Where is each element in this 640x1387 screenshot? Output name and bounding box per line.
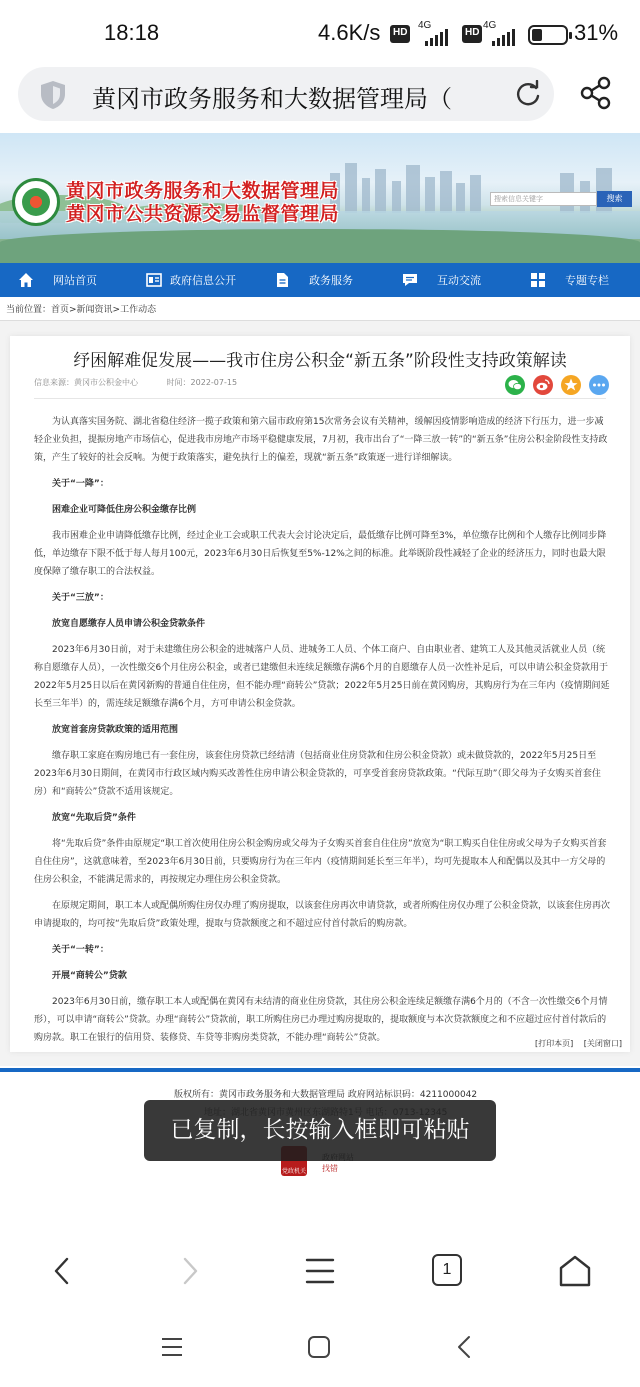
nav-item-gov-service[interactable] [256, 263, 384, 297]
grid-icon [530, 272, 546, 288]
article-subheading: 开展“商转公”贷款 [52, 971, 127, 981]
nav-item-home[interactable] [0, 263, 128, 297]
hd-badge-1: HD [390, 25, 410, 43]
menu-icon[interactable] [304, 1256, 336, 1286]
article-subheading: 关于“一转”： [52, 945, 109, 955]
qzone-share-icon[interactable] [561, 375, 581, 395]
address-bar[interactable] [18, 67, 554, 121]
weibo-share-icon[interactable] [533, 375, 553, 395]
article-paragraph: 为认真落实国务院、湖北省稳住经济一揽子政策和第六届市政府第15次常务会议有关精神，缓解因疫情影响造成的经济下行压力，进一步减轻企业负担，提振房地产市场信心，促进我市房地产市场平稳健康发展，7月初，我市出台了“一降三放一转”的“新五条”住房公积金阶段性支持政策，产生了较好的社会反响。为便于政策落实，避免执行上的偏差，现就“新五条”政策逐一进行详细解读。 [34, 417, 608, 463]
share-icon[interactable] [580, 76, 612, 110]
article-title: 纾困解难促发展——我市住房公积金“新五条”阶段性支持政策解读 [73, 351, 567, 371]
article-actions [527, 1038, 622, 1049]
article-paragraph: 2023年6月30日前，对于未建缴住房公积金的进城落户人员、进城务工人员、个体工商户、自由职业者、建筑工人及其他灵活就业人员（统称自愿缴存人员），一次性缴交6个月住房公积金，或者已建缴但未连续足额缴存满6个月的自愿缴存人员一次性补足后，可以申请公积金贷款用于2022年5月25日以后在黄冈新购的普通自住住房，但不能办理“商转公”贷款；2022年5月25日前在黄冈购房，其购房行为在三年内（疫情期间延长至三年半）的，需连续足额缴存满6个月，方可申请公积金贷款。 [34, 645, 610, 709]
article-meta [34, 377, 237, 388]
breadcrumb [0, 297, 640, 321]
status-bar [0, 0, 640, 66]
signal-bars-icon-1 [425, 27, 450, 45]
home-icon[interactable] [558, 1254, 592, 1288]
system-nav-bar [0, 1316, 640, 1387]
nav-item-gov-info[interactable] [128, 263, 256, 297]
battery-icon [528, 25, 568, 45]
back-arrow-icon[interactable] [52, 1256, 72, 1286]
article-subheading: 困难企业可降低住房公积金缴存比例 [52, 505, 197, 515]
system-back-icon[interactable] [456, 1335, 472, 1359]
article-source: 信息来源：黄冈市公积金中心 [34, 378, 138, 387]
browser-toolbar [0, 1226, 640, 1316]
nav-item-interaction[interactable] [384, 263, 512, 297]
system-home-icon[interactable] [307, 1335, 331, 1359]
site-name-line1: 黄冈市政务服务和大数据管理局 [66, 180, 340, 202]
article-time: 时间：2022-07-15 [166, 378, 238, 387]
forward-arrow-icon[interactable] [180, 1256, 200, 1286]
copied-toast: 已复制，长按输入框即可粘贴 [144, 1100, 496, 1161]
nav-label: 网站首页 [53, 274, 97, 287]
party-gov-badge-label: 党政机关 [281, 1168, 306, 1175]
document-icon [146, 272, 162, 288]
recent-apps-icon[interactable] [160, 1336, 184, 1358]
signal-4g-label-2: 4G [483, 20, 497, 31]
nav-label: 政府信息公开 [170, 274, 236, 287]
article-paragraph: 我市困难企业申请降低缴存比例，经过企业工会或职工代表大会讨论决定后，最低缴存比例可降至3%，单位缴存比例和个人缴存比例同步降低，单边缴存下限不低于每人每月100元，2023年6月30日后恢复至5%-12%之间的标准。此举既阶段性减轻了企业的经济压力，同时也最大限度保障了缴存职工的合法权益。 [34, 531, 607, 577]
site-search-button[interactable]: 搜索 [597, 191, 632, 207]
reload-icon[interactable] [514, 80, 542, 108]
find-error-label: 找错 [322, 1164, 338, 1173]
site-logo[interactable] [12, 178, 60, 226]
signal-bars-icon-2 [492, 27, 517, 45]
nav-label: 互动交流 [437, 274, 481, 287]
tab-count: 1 [442, 1261, 452, 1278]
nav-item-special[interactable] [512, 263, 640, 297]
footer-copyright: 版权所有：黄冈市政务服务和大数据管理局 政府网站标识码：4211000042 [174, 1090, 478, 1100]
site-search-input[interactable]: 搜索信息关键字 [490, 192, 597, 206]
article-subheading: 关于“三放”： [52, 593, 109, 603]
article-paragraph: 将“先取后贷”条件由原规定“职工首次使用住房公积金购房或父母为子女购买首套自住住房”放宽为“职工购买自住住房或父母为子女购买首套自住住房”，这就意味着，至2023年6月30日前，只要购房行为在三年内（疫情期间延长至三年半），均可先提取本人和配偶以及其中一方父母的住房公积金，不能满足需求的，再按规定办理住房公积金贷款。 [34, 839, 607, 885]
close-window-link[interactable]: [关闭窗口] [583, 1039, 623, 1048]
share-buttons [505, 375, 609, 397]
signal-4g-label-1: 4G [418, 20, 432, 31]
article-subheading: 放宽首套房贷款政策的适用范围 [52, 725, 179, 735]
file-icon [274, 272, 290, 288]
chat-icon [402, 272, 418, 288]
article-paragraph: 2023年6月30日前，缴存职工本人或配偶在黄冈有未结清的商业住房贷款，其住房公积金连续足额缴存满6个月的（不含一次性缴交6个月情形），可以申请“商转公”贷款。办理“商转公”贷款前，职工所购住房已办理过购房提取的，提取额度与本次贷款额度之和不应超过应付首付款后的购房款。职工在银行的信用贷、装修贷、车贷等非购房类贷款，不能办理“商转公”贷款。 [34, 997, 608, 1043]
nav-label: 专题专栏 [565, 274, 609, 287]
battery-percent: 31% [574, 20, 619, 45]
status-time: 18:18 [104, 20, 160, 45]
article-paragraph: 缴存职工家庭在购房地已有一套住房，该套住房贷款已经结清（包括商业住房贷款和住房公积金贷款）或未做贷款的，2022年5月25日至2023年6月30日期间，在黄冈市行政区域内购买改善性住房申请公积金贷款的，可享受首套房贷款政策。“代际互助”（即父母为子女购买首套住房）和“商转公”贷款不适用该规定。 [34, 751, 601, 797]
article-subheading: 关于“一降”： [52, 479, 109, 489]
wechat-share-icon[interactable] [505, 375, 525, 395]
article-body [34, 413, 610, 1055]
shield-icon [40, 80, 66, 110]
breadcrumb-text[interactable]: 当前位置：首页>新闻资讯>工作动态 [6, 305, 157, 315]
main-nav [0, 263, 640, 297]
article-divider [34, 398, 606, 399]
site-name-line2: 黄冈市公共资源交易监督管理局 [66, 203, 340, 225]
url-text[interactable]: 黄冈市政务服务和大数据管理局（ [92, 85, 452, 113]
network-speed: 4.6K/s [318, 20, 381, 45]
more-share-icon[interactable] [589, 375, 609, 395]
tabs-button[interactable] [432, 1254, 462, 1286]
print-page-link[interactable]: [打印本页] [535, 1039, 574, 1048]
article-subheading: 放宽自愿缴存人员申请公积金贷款条件 [52, 619, 206, 629]
article-paragraph: 在原规定期间，职工本人或配偶所购住房仅办理了购房提取，以该套住房再次申请贷款，或者所购住房仅办理了公积金贷款，以该套住房再次申请提取的，均可按“先取后贷”政策处理，提取与贷款额度之和不超过应付首付款后的购房款。 [34, 901, 611, 929]
hd-badge-2: HD [462, 25, 482, 43]
article-subheading: 放宽“先取后贷”条件 [52, 813, 136, 823]
nav-label: 政务服务 [309, 274, 353, 287]
home-icon [18, 272, 34, 288]
